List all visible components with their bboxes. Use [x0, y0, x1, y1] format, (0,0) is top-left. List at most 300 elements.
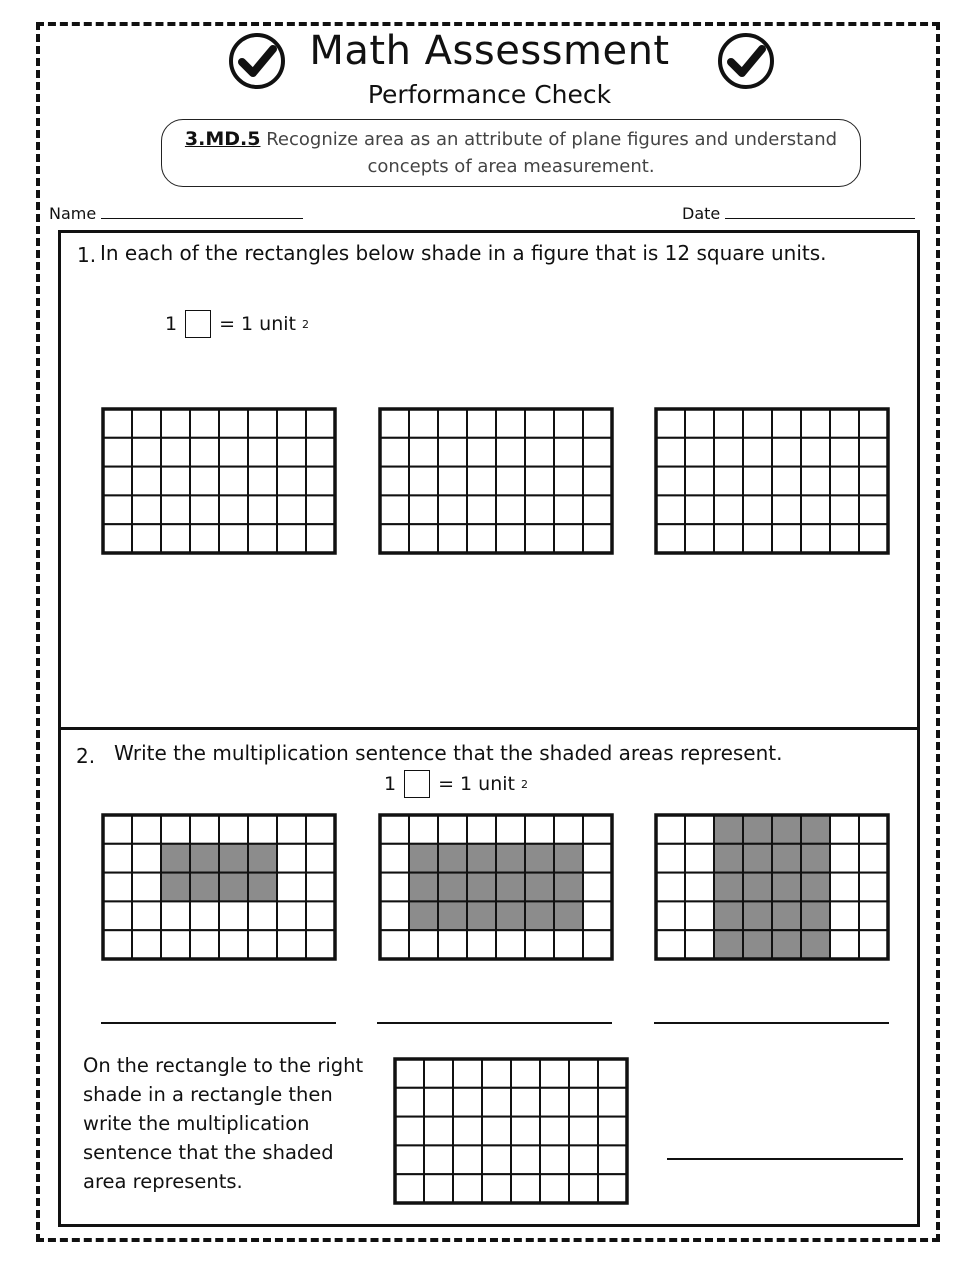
grid-cell[interactable]: [859, 495, 888, 524]
shaded-cell[interactable]: [801, 815, 830, 844]
grid-cell[interactable]: [467, 409, 496, 438]
grid-cell[interactable]: [859, 467, 888, 496]
grid-cell[interactable]: [511, 1059, 540, 1088]
grid-cell[interactable]: [743, 438, 772, 467]
answer-line-3[interactable]: [654, 1022, 889, 1024]
grid-cell[interactable]: [306, 467, 335, 496]
grid-cell[interactable]: [219, 467, 248, 496]
grid-cell[interactable]: [190, 409, 219, 438]
grid-cell[interactable]: [859, 524, 888, 553]
shaded-cell[interactable]: [438, 873, 467, 902]
grid-cell[interactable]: [467, 467, 496, 496]
grid-cell[interactable]: [277, 495, 306, 524]
grid-cell[interactable]: [583, 844, 612, 873]
grid-cell[interactable]: [598, 1145, 627, 1174]
grid-cell[interactable]: [772, 467, 801, 496]
grid-cell[interactable]: [540, 1117, 569, 1146]
grid-cell[interactable]: [219, 409, 248, 438]
grid-cell[interactable]: [583, 495, 612, 524]
shaded-cell[interactable]: [467, 901, 496, 930]
shaded-cell[interactable]: [525, 873, 554, 902]
grid-cell[interactable]: [161, 438, 190, 467]
grid-cell[interactable]: [525, 467, 554, 496]
grid-cell[interactable]: [161, 930, 190, 959]
grid-cell[interactable]: [859, 844, 888, 873]
grid-cell[interactable]: [395, 1088, 424, 1117]
shaded-cell[interactable]: [714, 873, 743, 902]
shaded-cell[interactable]: [409, 901, 438, 930]
grid-cell[interactable]: [830, 495, 859, 524]
grid-cell[interactable]: [525, 930, 554, 959]
page-subtitle: Performance Check: [367, 80, 612, 109]
grid-cell[interactable]: [190, 467, 219, 496]
grid-cell[interactable]: [714, 524, 743, 553]
date-field[interactable]: [682, 204, 915, 223]
grid-cell[interactable]: [583, 815, 612, 844]
grid-cell[interactable]: [656, 524, 685, 553]
grid-cell[interactable]: [496, 495, 525, 524]
grid-cell[interactable]: [103, 409, 132, 438]
shaded-cell[interactable]: [248, 844, 277, 873]
answer-line-1[interactable]: [101, 1022, 336, 1024]
grid-cell[interactable]: [438, 409, 467, 438]
shaded-cell[interactable]: [772, 844, 801, 873]
shaded-cell[interactable]: [409, 844, 438, 873]
grid-cell[interactable]: [859, 901, 888, 930]
grid-cell[interactable]: [467, 930, 496, 959]
grid-cell[interactable]: [277, 873, 306, 902]
grid-cell[interactable]: [132, 844, 161, 873]
grid-cell[interactable]: [583, 873, 612, 902]
grid-cell[interactable]: [424, 1059, 453, 1088]
grid-cell[interactable]: [859, 438, 888, 467]
grid-cell[interactable]: [569, 1088, 598, 1117]
grid-cell[interactable]: [830, 438, 859, 467]
shaded-cell[interactable]: [496, 844, 525, 873]
name-blank[interactable]: [101, 204, 303, 219]
grid-cell[interactable]: [554, 524, 583, 553]
grid-cell[interactable]: [656, 901, 685, 930]
grid-cell[interactable]: [306, 930, 335, 959]
q1-grid-2[interactable]: [378, 407, 614, 555]
grid-cell[interactable]: [801, 467, 830, 496]
grid-cell[interactable]: [453, 1145, 482, 1174]
grid-cell[interactable]: [380, 930, 409, 959]
grid-cell[interactable]: [395, 1145, 424, 1174]
grid-cell[interactable]: [277, 844, 306, 873]
grid-cell[interactable]: [190, 930, 219, 959]
grid-cell[interactable]: [598, 1088, 627, 1117]
shaded-cell[interactable]: [772, 930, 801, 959]
grid-cell[interactable]: [656, 409, 685, 438]
grid-cell[interactable]: [132, 467, 161, 496]
grid-cell[interactable]: [569, 1059, 598, 1088]
legend-equals: = 1 unit: [438, 773, 515, 795]
grid-cell[interactable]: [859, 409, 888, 438]
grid-cell[interactable]: [554, 438, 583, 467]
q1-grid-3[interactable]: [654, 407, 890, 555]
grid-cell[interactable]: [409, 495, 438, 524]
grid-cell[interactable]: [453, 1088, 482, 1117]
grid-cell[interactable]: [277, 409, 306, 438]
grid-cell[interactable]: [656, 467, 685, 496]
grid-cell[interactable]: [453, 1117, 482, 1146]
standard-text: Recognize area as an attribute of plane figures and understand concepts of area measurement.: [266, 129, 838, 177]
shaded-cell[interactable]: [525, 844, 554, 873]
grid-cell[interactable]: [132, 901, 161, 930]
grid-cell[interactable]: [190, 815, 219, 844]
shaded-cell[interactable]: [743, 844, 772, 873]
shaded-cell[interactable]: [743, 930, 772, 959]
grid-cell[interactable]: [583, 930, 612, 959]
grid-cell[interactable]: [801, 524, 830, 553]
grid-cell[interactable]: [438, 524, 467, 553]
grid-cell[interactable]: [132, 930, 161, 959]
grid-cell[interactable]: [380, 901, 409, 930]
grid-cell[interactable]: [409, 815, 438, 844]
grid-cell[interactable]: [438, 815, 467, 844]
grid-cell[interactable]: [395, 1174, 424, 1203]
grid-cell[interactable]: [409, 438, 438, 467]
grid-cell[interactable]: [277, 524, 306, 553]
grid-cell[interactable]: [656, 873, 685, 902]
grid-cell[interactable]: [598, 1174, 627, 1203]
date-blank[interactable]: [725, 204, 915, 219]
grid-cell[interactable]: [277, 467, 306, 496]
grid-cell[interactable]: [438, 495, 467, 524]
shaded-cell[interactable]: [714, 844, 743, 873]
grid-cell[interactable]: [525, 409, 554, 438]
grid-cell[interactable]: [714, 438, 743, 467]
grid-cell[interactable]: [248, 901, 277, 930]
grid-cell[interactable]: [830, 524, 859, 553]
grid-cell[interactable]: [598, 1117, 627, 1146]
grid-cell[interactable]: [306, 815, 335, 844]
legend-count: 1: [165, 313, 178, 335]
grid-cell[interactable]: [583, 901, 612, 930]
grid-cell[interactable]: [409, 409, 438, 438]
shaded-cell[interactable]: [190, 873, 219, 902]
grid-cell[interactable]: [772, 409, 801, 438]
grid-cell[interactable]: [743, 524, 772, 553]
shaded-cell[interactable]: [801, 930, 830, 959]
shaded-cell[interactable]: [248, 873, 277, 902]
grid-cell[interactable]: [656, 495, 685, 524]
grid-cell[interactable]: [714, 495, 743, 524]
grid-cell[interactable]: [306, 409, 335, 438]
grid-cell[interactable]: [656, 930, 685, 959]
shaded-cell[interactable]: [496, 901, 525, 930]
shaded-cell[interactable]: [190, 844, 219, 873]
legend-exponent: 2: [302, 317, 309, 331]
grid-cell[interactable]: [132, 815, 161, 844]
grid-cell[interactable]: [772, 495, 801, 524]
grid-cell[interactable]: [772, 438, 801, 467]
grid-cell[interactable]: [583, 438, 612, 467]
shaded-cell[interactable]: [714, 815, 743, 844]
grid-cell[interactable]: [453, 1174, 482, 1203]
shaded-cell[interactable]: [801, 901, 830, 930]
grid-cell[interactable]: [219, 438, 248, 467]
shaded-cell[interactable]: [525, 901, 554, 930]
shaded-cell[interactable]: [554, 844, 583, 873]
grid-cell[interactable]: [569, 1145, 598, 1174]
grid-cell[interactable]: [103, 901, 132, 930]
grid-cell[interactable]: [801, 438, 830, 467]
grid-cell[interactable]: [482, 1117, 511, 1146]
grid-cell[interactable]: [395, 1117, 424, 1146]
shaded-cell[interactable]: [554, 901, 583, 930]
grid-cell[interactable]: [685, 815, 714, 844]
grid-cell[interactable]: [656, 438, 685, 467]
shaded-cell[interactable]: [801, 844, 830, 873]
grid-cell[interactable]: [277, 901, 306, 930]
grid-cell[interactable]: [248, 467, 277, 496]
grid-cell[interactable]: [743, 467, 772, 496]
grid-cell[interactable]: [395, 1059, 424, 1088]
grid-cell[interactable]: [219, 524, 248, 553]
grid-cell[interactable]: [467, 815, 496, 844]
grid-cell[interactable]: [277, 930, 306, 959]
grid-cell[interactable]: [496, 438, 525, 467]
shaded-cell[interactable]: [772, 873, 801, 902]
grid-cell[interactable]: [525, 438, 554, 467]
grid-cell[interactable]: [380, 873, 409, 902]
grid-cell[interactable]: [248, 438, 277, 467]
grid-cell[interactable]: [161, 815, 190, 844]
grid-cell[interactable]: [554, 409, 583, 438]
grid-cell[interactable]: [248, 495, 277, 524]
answer-line-2[interactable]: [377, 1022, 612, 1024]
grid-cell[interactable]: [496, 467, 525, 496]
grid-cell[interactable]: [496, 815, 525, 844]
shaded-cell[interactable]: [801, 873, 830, 902]
grid-cell[interactable]: [801, 495, 830, 524]
grid-cell[interactable]: [190, 438, 219, 467]
shaded-cell[interactable]: [743, 815, 772, 844]
grid-cell[interactable]: [830, 873, 859, 902]
grid-cell[interactable]: [219, 495, 248, 524]
grid-cell[interactable]: [190, 495, 219, 524]
grid-cell[interactable]: [714, 467, 743, 496]
grid-cell[interactable]: [859, 873, 888, 902]
grid-cell[interactable]: [132, 409, 161, 438]
grid-cell[interactable]: [685, 844, 714, 873]
grid-cell[interactable]: [496, 409, 525, 438]
grid-cell[interactable]: [424, 1088, 453, 1117]
grid-cell[interactable]: [103, 467, 132, 496]
grid-cell[interactable]: [103, 844, 132, 873]
grid-cell[interactable]: [161, 467, 190, 496]
grid-cell[interactable]: [685, 409, 714, 438]
bottom-grid[interactable]: [393, 1057, 629, 1205]
grid-cell[interactable]: [554, 815, 583, 844]
grid-cell[interactable]: [656, 844, 685, 873]
grid-cell[interactable]: [219, 930, 248, 959]
grid-cell[interactable]: [409, 467, 438, 496]
grid-cell[interactable]: [103, 438, 132, 467]
grid-cell[interactable]: [380, 524, 409, 553]
grid-cell[interactable]: [161, 901, 190, 930]
grid-cell[interactable]: [685, 524, 714, 553]
grid-cell[interactable]: [511, 1088, 540, 1117]
shaded-cell[interactable]: [743, 901, 772, 930]
answer-line-4[interactable]: [667, 1158, 903, 1160]
grid-cell[interactable]: [467, 524, 496, 553]
grid-cell[interactable]: [380, 844, 409, 873]
question-2-text: Write the multiplication sentence that the shaded areas represent.: [114, 741, 783, 765]
grid-cell[interactable]: [103, 930, 132, 959]
grid-cell[interactable]: [103, 873, 132, 902]
grid-cell[interactable]: [830, 930, 859, 959]
shaded-cell[interactable]: [161, 873, 190, 902]
grid-cell[interactable]: [583, 467, 612, 496]
grid-cell[interactable]: [525, 495, 554, 524]
grid-cell[interactable]: [424, 1117, 453, 1146]
grid-cell[interactable]: [569, 1174, 598, 1203]
grid-cell[interactable]: [511, 1117, 540, 1146]
grid-cell[interactable]: [859, 930, 888, 959]
grid-cell[interactable]: [380, 467, 409, 496]
shaded-cell[interactable]: [219, 844, 248, 873]
grid-cell[interactable]: [743, 495, 772, 524]
grid-cell[interactable]: [801, 409, 830, 438]
grid-cell[interactable]: [161, 524, 190, 553]
grid-cell[interactable]: [190, 524, 219, 553]
page-title: Math Assessment: [309, 28, 670, 74]
shaded-cell[interactable]: [496, 873, 525, 902]
shaded-cell[interactable]: [438, 844, 467, 873]
grid-cell[interactable]: [540, 1088, 569, 1117]
grid-cell[interactable]: [453, 1059, 482, 1088]
grid-cell[interactable]: [569, 1117, 598, 1146]
grid-cell[interactable]: [830, 467, 859, 496]
grid-cell[interactable]: [859, 815, 888, 844]
grid-cell[interactable]: [511, 1174, 540, 1203]
grid-cell[interactable]: [685, 930, 714, 959]
shaded-cell[interactable]: [467, 844, 496, 873]
grid-cell[interactable]: [714, 409, 743, 438]
q1-grid-1[interactable]: [101, 407, 337, 555]
grid-cell[interactable]: [511, 1145, 540, 1174]
grid-cell[interactable]: [409, 524, 438, 553]
grid-cell[interactable]: [540, 1174, 569, 1203]
grid-cell[interactable]: [540, 1059, 569, 1088]
shaded-cell[interactable]: [161, 844, 190, 873]
grid-cell[interactable]: [132, 495, 161, 524]
shaded-cell[interactable]: [219, 873, 248, 902]
q2-grid-2: [378, 813, 614, 961]
grid-cell[interactable]: [554, 930, 583, 959]
grid-cell[interactable]: [306, 901, 335, 930]
grid-cell[interactable]: [496, 524, 525, 553]
grid-cell[interactable]: [467, 438, 496, 467]
shaded-cell[interactable]: [714, 901, 743, 930]
grid-cell[interactable]: [685, 438, 714, 467]
shaded-cell[interactable]: [554, 873, 583, 902]
grid-cell[interactable]: [830, 844, 859, 873]
shaded-cell[interactable]: [467, 873, 496, 902]
grid-cell[interactable]: [830, 409, 859, 438]
grid-cell[interactable]: [132, 524, 161, 553]
grid-cell[interactable]: [743, 409, 772, 438]
grid-cell[interactable]: [132, 438, 161, 467]
grid-cell[interactable]: [685, 495, 714, 524]
grid-cell[interactable]: [424, 1145, 453, 1174]
grid-cell[interactable]: [380, 495, 409, 524]
grid-cell[interactable]: [277, 438, 306, 467]
grid-cell[interactable]: [306, 844, 335, 873]
grid-cell[interactable]: [525, 815, 554, 844]
shaded-cell[interactable]: [409, 873, 438, 902]
grid-cell[interactable]: [248, 409, 277, 438]
grid-cell[interactable]: [438, 930, 467, 959]
grid-cell[interactable]: [598, 1059, 627, 1088]
grid-cell[interactable]: [219, 901, 248, 930]
grid-cell[interactable]: [248, 815, 277, 844]
grid-cell[interactable]: [583, 409, 612, 438]
grid-cell[interactable]: [248, 524, 277, 553]
grid-cell[interactable]: [685, 873, 714, 902]
name-field[interactable]: [49, 204, 303, 223]
grid-cell[interactable]: [685, 901, 714, 930]
shaded-cell[interactable]: [438, 901, 467, 930]
grid-cell[interactable]: [248, 930, 277, 959]
grid-cell[interactable]: [438, 467, 467, 496]
grid-cell[interactable]: [830, 901, 859, 930]
grid-cell[interactable]: [380, 409, 409, 438]
grid-cell[interactable]: [380, 815, 409, 844]
grid-cell[interactable]: [161, 409, 190, 438]
grid-cell[interactable]: [656, 815, 685, 844]
grid-cell[interactable]: [482, 1145, 511, 1174]
grid-cell[interactable]: [103, 524, 132, 553]
grid-cell[interactable]: [277, 815, 306, 844]
shaded-cell[interactable]: [772, 901, 801, 930]
grid-cell[interactable]: [190, 901, 219, 930]
grid-cell[interactable]: [306, 495, 335, 524]
grid-cell[interactable]: [482, 1059, 511, 1088]
grid-cell[interactable]: [306, 438, 335, 467]
grid-cell[interactable]: [380, 438, 409, 467]
grid-cell[interactable]: [424, 1174, 453, 1203]
grid-cell[interactable]: [438, 438, 467, 467]
grid-cell[interactable]: [409, 930, 438, 959]
grid-cell[interactable]: [467, 495, 496, 524]
grid-cell[interactable]: [306, 524, 335, 553]
grid-cell[interactable]: [685, 467, 714, 496]
grid-cell[interactable]: [496, 930, 525, 959]
grid-cell[interactable]: [103, 815, 132, 844]
grid-cell[interactable]: [132, 873, 161, 902]
grid-cell[interactable]: [583, 524, 612, 553]
grid-cell[interactable]: [554, 495, 583, 524]
shaded-cell[interactable]: [743, 873, 772, 902]
shaded-cell[interactable]: [714, 930, 743, 959]
grid-cell[interactable]: [540, 1145, 569, 1174]
grid-cell[interactable]: [830, 815, 859, 844]
grid-cell[interactable]: [772, 524, 801, 553]
grid-cell[interactable]: [161, 495, 190, 524]
grid-cell[interactable]: [219, 815, 248, 844]
grid-cell[interactable]: [482, 1088, 511, 1117]
grid-cell[interactable]: [554, 467, 583, 496]
grid-cell[interactable]: [525, 524, 554, 553]
grid-cell[interactable]: [306, 873, 335, 902]
grid-cell[interactable]: [103, 495, 132, 524]
shaded-cell[interactable]: [772, 815, 801, 844]
grid-cell[interactable]: [482, 1174, 511, 1203]
